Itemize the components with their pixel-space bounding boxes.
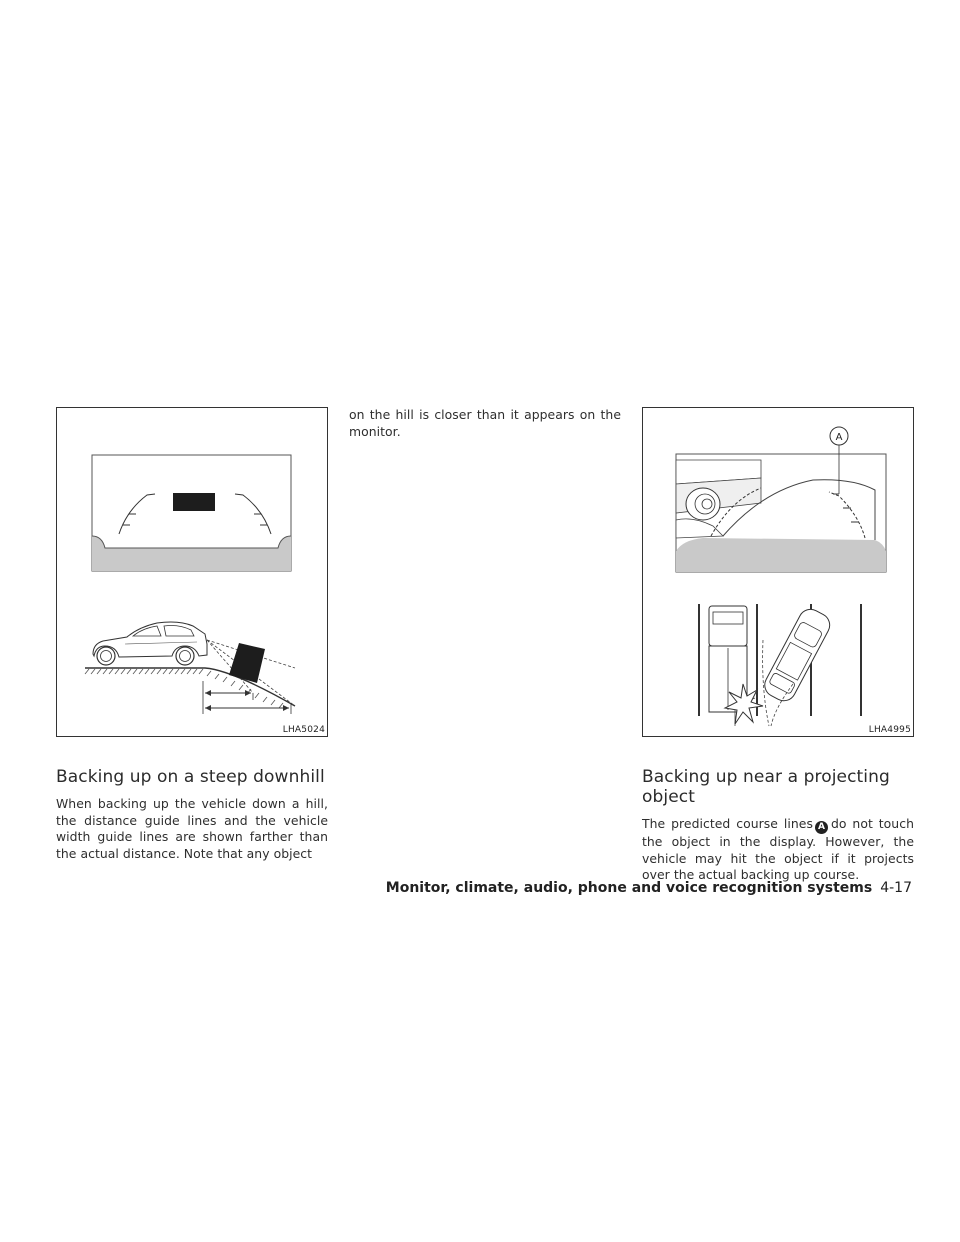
section-heading-projecting: Backing up near a projecting object <box>642 767 890 807</box>
projecting-text-before: The predicted course lines <box>642 816 813 831</box>
figure-projecting-object <box>642 407 914 737</box>
callout-a-label: A <box>835 432 843 443</box>
figure-code: LHA5024 <box>282 725 325 735</box>
figure-steep-downhill <box>56 407 328 737</box>
page-number: 4-17 <box>880 880 912 896</box>
projecting-paragraph <box>642 816 914 884</box>
page-footer <box>386 880 912 896</box>
downhill-illustration <box>57 408 329 738</box>
projecting-text-after: do not touch the object in the display. However, the vehicle may hit the object if it projects over the actual backing up course. <box>642 816 914 883</box>
callout-a-icon: A <box>815 821 828 834</box>
projecting-object-illustration <box>643 408 915 738</box>
downhill-paragraph-col2: on the hill is closer than it appears on the monitor. <box>349 407 621 439</box>
downhill-paragraph-col1: When backing up the vehicle down a hill, the distance guide lines and the vehicle width guide lines are shown farther than the actual distance. Note that any object <box>56 796 328 861</box>
figure-code: LHA4995 <box>868 725 911 735</box>
section-heading-downhill: Backing up on a steep downhill <box>56 767 325 787</box>
footer-section-title: Monitor, climate, audio, phone and voice recognition systems <box>385 880 873 896</box>
